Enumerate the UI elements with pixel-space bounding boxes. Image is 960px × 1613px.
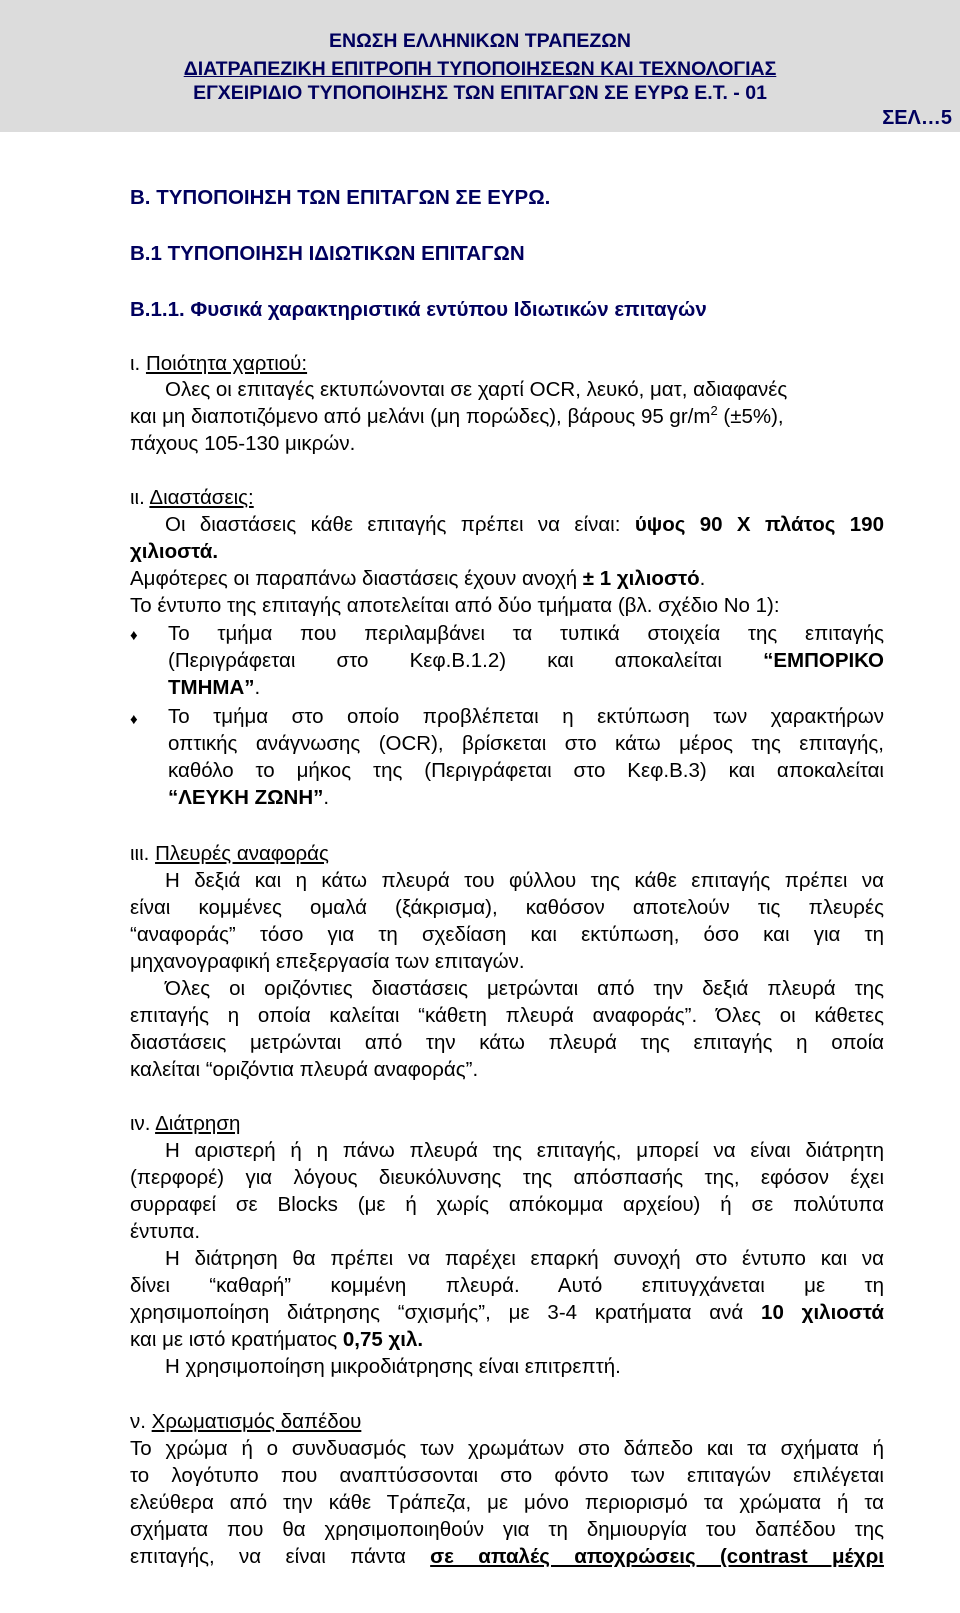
subsection-title: Διαστάσεις: bbox=[149, 486, 254, 509]
bullet-line: Το τμήμα στο οποίο προβλέπεται η εκτύπωση των χαρακτήρων bbox=[168, 705, 884, 728]
header-manual-title: ΕΓΧΕΙΡΙΔΙΟ ΤΥΠΟΠΟΙΗΣΗΣ ΤΩΝ ΕΠΙΤΑΓΩΝ ΣΕ ΕΥΡΩ Ε.Τ. - 01 bbox=[193, 82, 767, 104]
paragraph-line: σχήματα που θα χρησιμοποιηθούν για τη δημιουργία του δαπέδου της bbox=[130, 1518, 884, 1541]
paragraph-line: Οι διαστάσεις κάθε επιταγής πρέπει να είναι: ύψος 90 Χ πλάτος 190 bbox=[165, 513, 884, 536]
paragraph-line: το λογότυπο που αναπτύσσονται στο φόντο των επιταγών επιλέγεται bbox=[130, 1464, 884, 1487]
paragraph-line: επιταγής η οποία καλείται “κάθετη πλευρά αναφοράς”. Όλες οι κάθετες bbox=[130, 1004, 884, 1027]
subsection-reference-edges-heading bbox=[130, 840, 329, 868]
subsection-title: Διάτρηση bbox=[155, 1112, 241, 1135]
paragraph-line: και με ιστό κρατήματος 0,75 χιλ. bbox=[130, 1328, 424, 1351]
document-header bbox=[0, 0, 960, 132]
bullet-line: καθόλο το μήκος της (Περιγράφεται στο Κεφ.Β.3) και αποκαλείται bbox=[168, 759, 884, 782]
paragraph-line: Η διάτρηση θα πρέπει να παρέχει επαρκή συνοχή στο έντυπο και να bbox=[165, 1247, 884, 1270]
heading-section-b11: Β.1.1. Φυσικά χαρακτηριστικά εντύπου Ιδιωτικών επιταγών bbox=[130, 298, 707, 321]
heading-section-b1: Β.1 ΤΥΠΟΠΟΙΗΣΗ ΙΔΙΩΤΙΚΩΝ ΕΠΙΤΑΓΩΝ bbox=[130, 242, 525, 265]
bullet-line: ΤΜΗΜΑ”. bbox=[168, 676, 261, 699]
paragraph-line: Ολες οι επιταγές εκτυπώνονται σε χαρτί OCR, λευκό, ματ, αδιαφανές bbox=[165, 378, 788, 401]
diamond-bullet-icon: ♦ bbox=[130, 627, 138, 644]
paragraph-line: Η δεξιά και η κάτω πλευρά του φύλλου της κάθε επιταγής πρέπει να bbox=[165, 869, 884, 892]
paragraph-line: Η αριστερή ή η πάνω πλευρά της επιταγής, μπορεί να είναι διάτρητη bbox=[165, 1139, 884, 1162]
heading-section-b: Β. ΤΥΠΟΠΟΙΗΣΗ ΤΩΝ ΕΠΙΤΑΓΩΝ ΣΕ ΕΥΡΩ. bbox=[130, 186, 551, 209]
subsection-perforation-heading bbox=[130, 1110, 240, 1138]
header-organization: ΕΝΩΣΗ ΕΛΛΗΝΙΚΩΝ ΤΡΑΠΕΖΩΝ bbox=[328, 30, 631, 52]
subsection-number: ι. bbox=[130, 352, 141, 375]
paragraph-line: πάχους 105-130 μικρών. bbox=[130, 432, 356, 455]
paragraph-line: Η χρησιμοποίηση μικροδιάτρησης είναι επιτρεπτή. bbox=[165, 1355, 621, 1378]
subsection-title: Χρωματισμός δαπέδου bbox=[151, 1410, 362, 1433]
paragraph-line: “αναφοράς” τόσο για τη σχεδίαση και εκτύπωση, όσο και για τη bbox=[130, 923, 884, 946]
paragraph-line: Το έντυπο της επιταγής αποτελείται από δύο τμήματα (βλ. σχέδιο Νο 1): bbox=[130, 594, 780, 617]
paragraph-line: έντυπα. bbox=[130, 1220, 201, 1243]
paragraph-line: χιλιοστά. bbox=[130, 540, 219, 563]
subsection-number: ν. bbox=[130, 1410, 146, 1433]
subsection-title: Πλευρές αναφοράς bbox=[155, 842, 329, 865]
paragraph-line: Το χρώμα ή ο συνδυασμός των χρωμάτων στο δάπεδο και τα σχήματα ή bbox=[130, 1437, 884, 1460]
paragraph-line: ελεύθερα από την κάθε Τράπεζα, με μόνο περιορισμό τα χρώματα ή τα bbox=[130, 1491, 884, 1514]
paragraph-line: και μη διαποτιζόμενο από μελάνι (μη πορώδες), βάρους 95 $gr/m^2$ (±5%), bbox=[130, 403, 784, 428]
subsection-number: ιν. bbox=[130, 1112, 151, 1135]
subsection-title: Ποιότητα χαρτιού: bbox=[145, 352, 308, 375]
paragraph-line: Όλες οι οριζόντιες διαστάσεις μετρώνται από την δεξιά πλευρά της bbox=[165, 977, 884, 1000]
bullet-line: (Περιγράφεται στο Κεφ.Β.1.2) και αποκαλείται “ΕΜΠΟΡΙΚΟ bbox=[168, 649, 884, 672]
paragraph-line: μηχανογραφική επεξεργασία των επιταγών. bbox=[130, 950, 525, 973]
paragraph-line: συρραφεί σε Blocks (με ή χωρίς απόκομμα αρχείου) ή σε πολύτυπα bbox=[130, 1193, 884, 1216]
bullet-line: οπτικής ανάγνωσης (OCR), βρίσκεται στο κάτω μέρος της επιταγής, bbox=[168, 732, 884, 755]
bullet-line: “ΛΕΥΚΗ ΖΩΝΗ”. bbox=[168, 786, 330, 809]
subsection-number: ιι. bbox=[130, 486, 145, 509]
paragraph-line: Αμφότερες οι παραπάνω διαστάσεις έχουν ανοχή ± 1 χιλιοστό. bbox=[130, 567, 706, 590]
bullet-line: Το τμήμα που περιλαμβάνει τα τυπικά στοιχεία της επιταγής bbox=[168, 622, 884, 645]
paragraph-line: (περφορέ) για λόγους διευκόλυνσης της απόσπασής της, εφόσον έχει bbox=[130, 1166, 884, 1189]
subsection-paper-quality-heading bbox=[130, 350, 307, 378]
paragraph-line: καλείται “οριζόντια πλευρά αναφοράς”. bbox=[130, 1058, 479, 1081]
paragraph-line: χρησιμοποίηση διάτρησης “σχισμής”, με 3-4 κρατήματα ανά 10 χιλιοστά bbox=[130, 1301, 884, 1324]
page-number: ΣΕΛ…5 bbox=[882, 107, 952, 129]
paragraph-line: είναι κομμένες ομαλά (ξάκρισμα), καθόσον αποτελούν τις πλευρές bbox=[130, 896, 884, 919]
diamond-bullet-icon: ♦ bbox=[130, 711, 138, 728]
paragraph-line: επιταγής, να είναι πάντα σε απαλές αποχρώσεις (contrast μέχρι bbox=[130, 1545, 884, 1568]
subsection-number: ιιι. bbox=[130, 842, 150, 865]
paragraph-line: δίνει “καθαρή” κομμένη πλευρά. Αυτό επιτυγχάνεται με τη bbox=[130, 1274, 884, 1297]
paragraph-line: διαστάσεις μετρώνται από την κάτω πλευρά της επιταγής η οποία bbox=[130, 1031, 884, 1054]
subsection-background-colour-heading bbox=[130, 1408, 361, 1436]
subsection-dimensions-heading bbox=[130, 484, 254, 512]
header-committee: ΔΙΑΤΡΑΠΕΖΙΚΗ ΕΠΙΤΡΟΠΗ ΤΥΠΟΠΟΙΗΣΕΩΝ ΚΑΙ ΤΕΧΝΟΛΟΓΙΑΣ bbox=[183, 58, 777, 80]
